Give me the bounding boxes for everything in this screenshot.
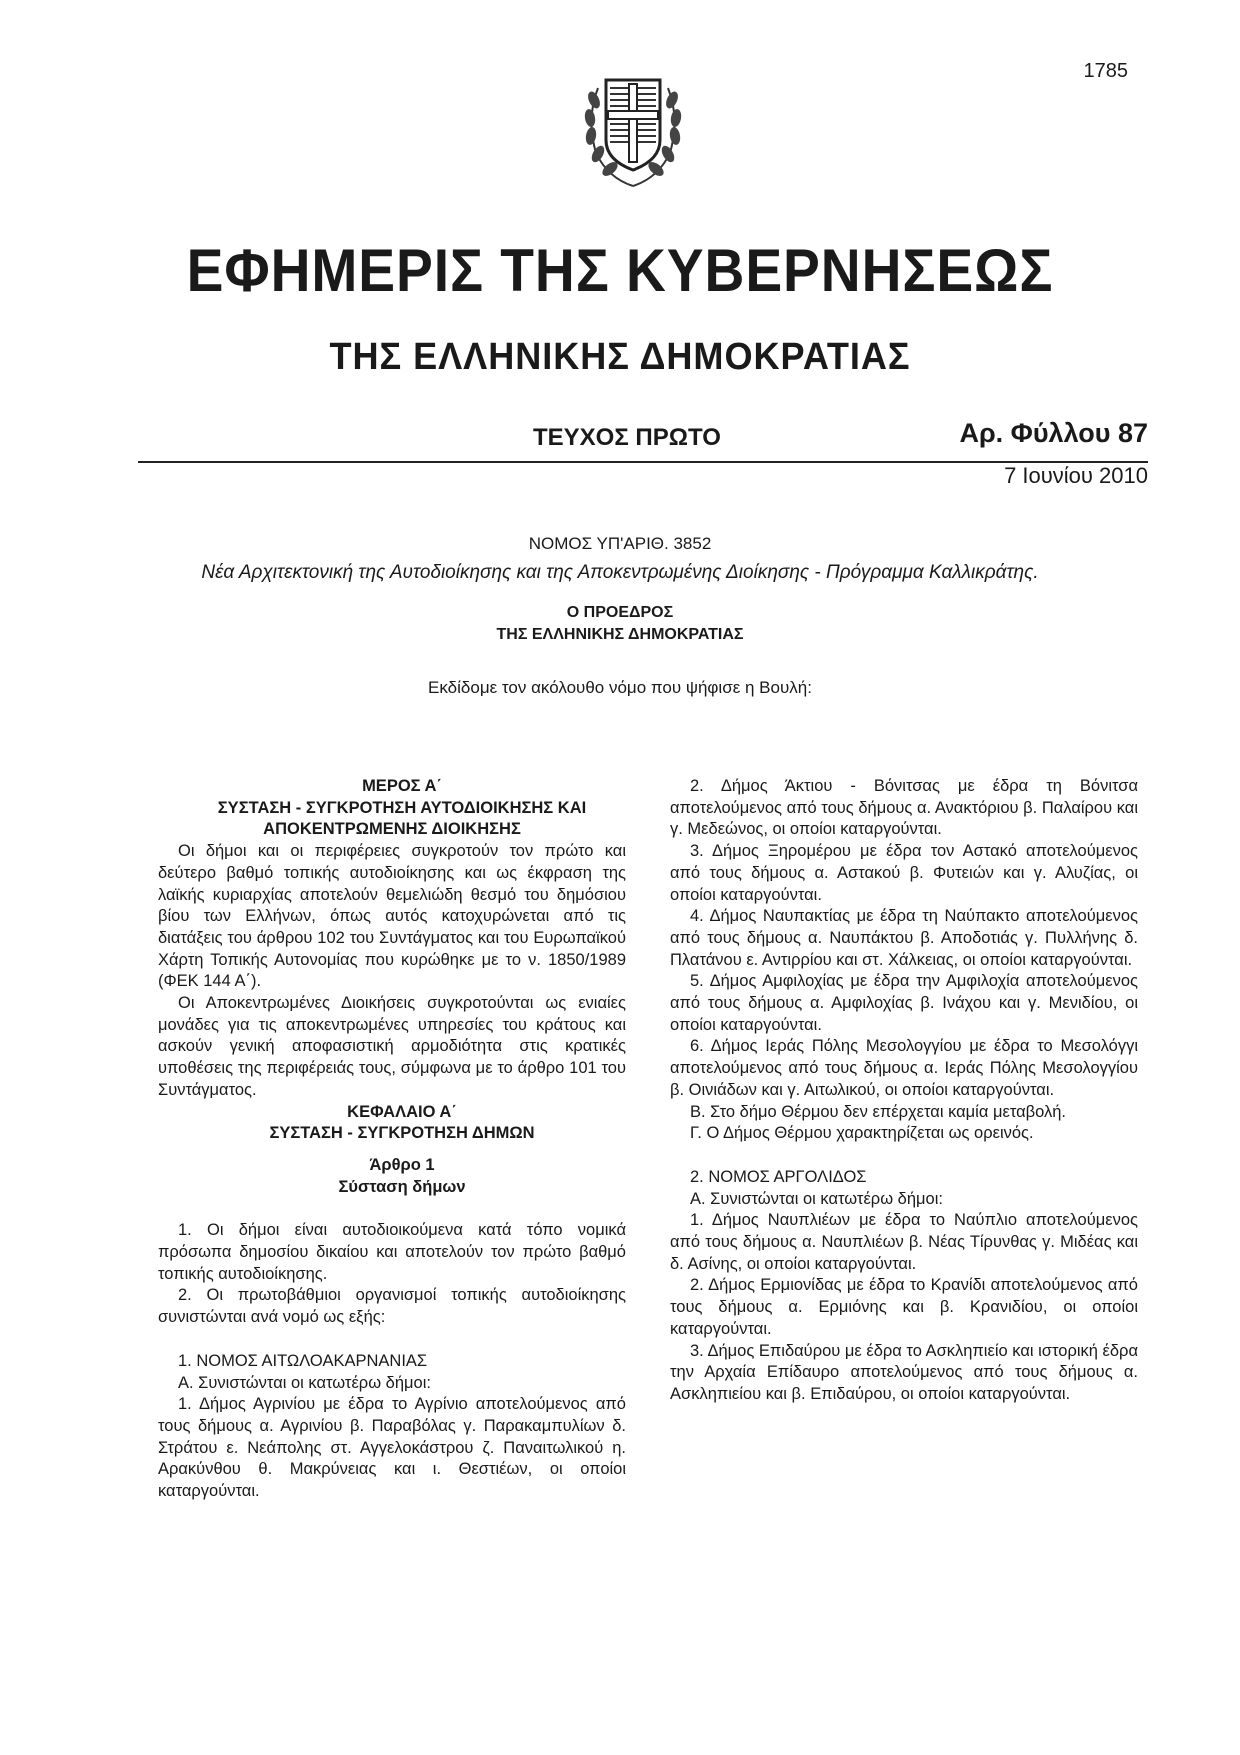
article-title: Άρθρο 1 — [369, 1155, 435, 1174]
left-column — [158, 776, 626, 1503]
president-heading — [0, 602, 1240, 646]
nomos-1-item-6: 6. Δήμος Ιεράς Πόλης Μεσολογγίου με έδρα το Μεσολόγγι αποτελούμενος από τους δήμους α. Ιεράς Πόλης Μεσολογγίου β. Οινιάδων και γ. Αιτωλικού, οι οποίοι καταργούνται. — [670, 1037, 1138, 1099]
law-title: Νέα Αρχιτεκτονική της Αυτοδιοίκησης και της Αποκεντρωμένης Διοίκησης - Πρόγραμμα Καλλικράτης. — [201, 562, 1039, 583]
enactment-formula: Εκδίδομε τον ακόλουθο νόμο που ψήφισε η Βουλή: — [428, 678, 812, 697]
law-number: ΝΟΜΟΣ ΥΠ'ΑΡΙΘ. 3852 — [528, 534, 712, 553]
issue-date: 7 Ιουνίου 2010 — [1004, 463, 1148, 488]
nomos-1-item-5: 5. Δήμος Αμφιλοχίας με έδρα την Αμφιλοχία αποτελούμενος από τους δήμους α. Αμφιλοχίας β. Ινάχου και γ. Μενιδίου, οι οποίοι καταργούνται. — [670, 972, 1138, 1034]
nomos-1-title: 1. ΝΟΜΟΣ ΑΙΤΩΛΟΑΚΑΡΝΑΝΙΑΣ — [178, 1351, 428, 1370]
nomos-1-item-1: 1. Δήμος Αγρινίου με έδρα το Αγρίνιο αποτελούμενος από τους δήμους α. Αγρινίου β. Παραβόλας γ. Παρακαμπυλίων δ. Στράτου ε. Νεάπολης στ. Αγγελοκάστρου ζ. Παναιτωλικού η. Αρακύνθου θ. Μακρύνειας και ι. Θεστιέων, οι οποίοι καταργούνται. — [158, 1395, 626, 1501]
nomos-2-title: 2. ΝΟΜΟΣ ΑΡΓΟΛΙΔΟΣ — [690, 1167, 867, 1186]
nomos-2-section-a: Α. Συνιστώνται οι κατωτέρω δήμοι: — [690, 1189, 943, 1208]
nomos-2-item-1: 1. Δήμος Ναυπλιέων με έδρα το Ναύπλιο αποτελούμενος από τους δήμους α. Ναυπλιέων β. Νέας Τίρυνθας γ. Μιδέας και δ. Ασίνης, οι οποίοι καταργούνται. — [670, 1211, 1138, 1273]
president-line-2: ΤΗΣ ΕΛΛΗΝΙΚΗΣ ΔΗΜΟΚΡΑΤΙΑΣ — [496, 626, 744, 643]
gazette-subtitle: ΤΗΣ ΕΛΛΗΝΙΚΗΣ ΔΗΜΟΚΡΑΤΙΑΣ — [329, 336, 911, 378]
nomos-2-item-2: 2. Δήμος Ερμιονίδας με έδρα το Κρανίδι αποτελούμενος από τους δήμους α. Ερμιόνης και β. Κρανιδίου, οι οποίοι καταργούνται. — [670, 1276, 1138, 1338]
part-title: ΜΕΡΟΣ Α΄ — [362, 777, 442, 795]
page-number: 1785 — [1083, 60, 1128, 82]
nomos-1-item-2: 2. Δήμος Άκτιου - Βόνιτσας με έδρα τη Βόνιτσα αποτελούμενος από τους δήμους α. Ανακτόριου β. Παλαίρου και γ. Μεδεώνος, οι οποίοι καταργούνται. — [670, 777, 1138, 839]
intro-paragraph-1: Οι δήμοι και οι περιφέρειες συγκροτούν τον πρώτο και δεύτερο βαθμό τοπικής αυτοδιοίκησης και ως έκφραση της λαϊκής κυριαρχίας αποτελούν θεμελιώδη θεσμό του δημόσιου βίου των Ελλήνων, όπως αυτός κατοχυρώνεται από τις διατάξεις του άρθρου 102 του Συντάγματος και του Ευρωπαϊκού Χάρτη Τοπικής Αυτονομίας που κυρώθηκε με το ν. 1850/1989 (ΦΕΚ 144 Α΄). — [158, 842, 626, 991]
president-line-1: Ο ΠΡΟΕΔΡΟΣ — [566, 604, 674, 621]
article-paragraph-1: 1. Οι δήμοι είναι αυτοδιοικούμενα κατά τόπο νομικά πρόσωπα δημοσίου δικαίου και αποτελούν τον πρώτο βαθμό τοπικής αυτοδιοίκησης. — [158, 1221, 626, 1283]
intro-paragraph-2: Οι Αποκεντρωμένες Διοικήσεις συγκροτούνται ως ενιαίες μονάδες για τις αποκεντρωμένες υπηρεσίες του κράτους και ασκούν γενική αποφασιστική αρμοδιότητα στις κρατικές υποθέσεις της περιφέρειάς τους, σύμφωνα με το άρθρο 101 του Συντάγματος. — [158, 994, 626, 1099]
nomos-2-item-3: 3. Δήμος Επιδαύρου με έδρα το Ασκληπιείο και ιστορική έδρα την Αρχαία Επίδαυρο αποτελούμενος από τους δήμους α. Ασκληπιείου και β. Επιδαύρου, οι οποίοι καταργούνται. — [670, 1341, 1138, 1403]
nomos-1-section-a: Α. Συνιστώνται οι κατωτέρω δήμοι: — [178, 1373, 431, 1392]
chapter-subtitle: ΣΥΣΤΑΣΗ - ΣΥΓΚΡΟΤΗΣΗ ΔΗΜΩΝ — [269, 1124, 535, 1143]
chapter-title: ΚΕΦΑΛΑΙΟ Α΄ — [347, 1102, 457, 1121]
header-divider — [138, 461, 1148, 463]
issue-label: ΤΕΥΧΟΣ ΠΡΩΤΟ — [533, 424, 721, 451]
article-paragraph-2: 2. Οι πρωτοβάθμιοι οργανισμοί τοπικής αυτοδιοίκησης συνιστώνται ανά νομό ως εξής: — [158, 1286, 626, 1327]
gazette-title: ΕΦΗΜΕΡΙΣ ΤΗΣ ΚΥΒΕΡΝΗΣΕΩΣ — [186, 237, 1054, 304]
nomos-1-item-3: 3. Δήμος Ξηρομέρου με έδρα τον Αστακό αποτελούμενος από τους δήμους α. Αστακού β. Φυτειών και γ. Αλυζίας, οι οποίοι καταργούνται. — [670, 842, 1138, 904]
nomos-1-section-c: Γ. Ο Δήμος Θέρμου χαρακτηρίζεται ως ορεινός. — [690, 1124, 1034, 1143]
article-subtitle: Σύσταση δήμων — [338, 1177, 466, 1196]
nomos-1-section-b: Β. Στο δήμο Θέρμου δεν επέρχεται καμία μεταβολή. — [690, 1102, 1067, 1121]
nomos-1-item-4: 4. Δήμος Ναυπακτίας με έδρα τη Ναύπακτο αποτελούμενος από τους δήμους α. Ναυπάκτου β. Αποδοτιάς γ. Πυλλήνης δ. Πλατάνου ε. Αντιρρίου και στ. Χάλκειας, οι οποίοι καταργούνται. — [670, 907, 1138, 969]
greek-coat-of-arms-icon — [578, 58, 688, 193]
right-column — [670, 776, 1138, 1406]
sheet-number: Αρ. Φύλλου 87 — [959, 418, 1148, 448]
part-subtitle: ΣΥΣΤΑΣΗ - ΣΥΓΚΡΟΤΗΣΗ ΑΥΤΟΔΙΟΙΚΗΣΗΣ ΚΑΙ ΑΠΟΚΕΝΤΡΩΜΕΝΗΣ ΔΙΟΙΚΗΣΗΣ — [217, 798, 587, 839]
